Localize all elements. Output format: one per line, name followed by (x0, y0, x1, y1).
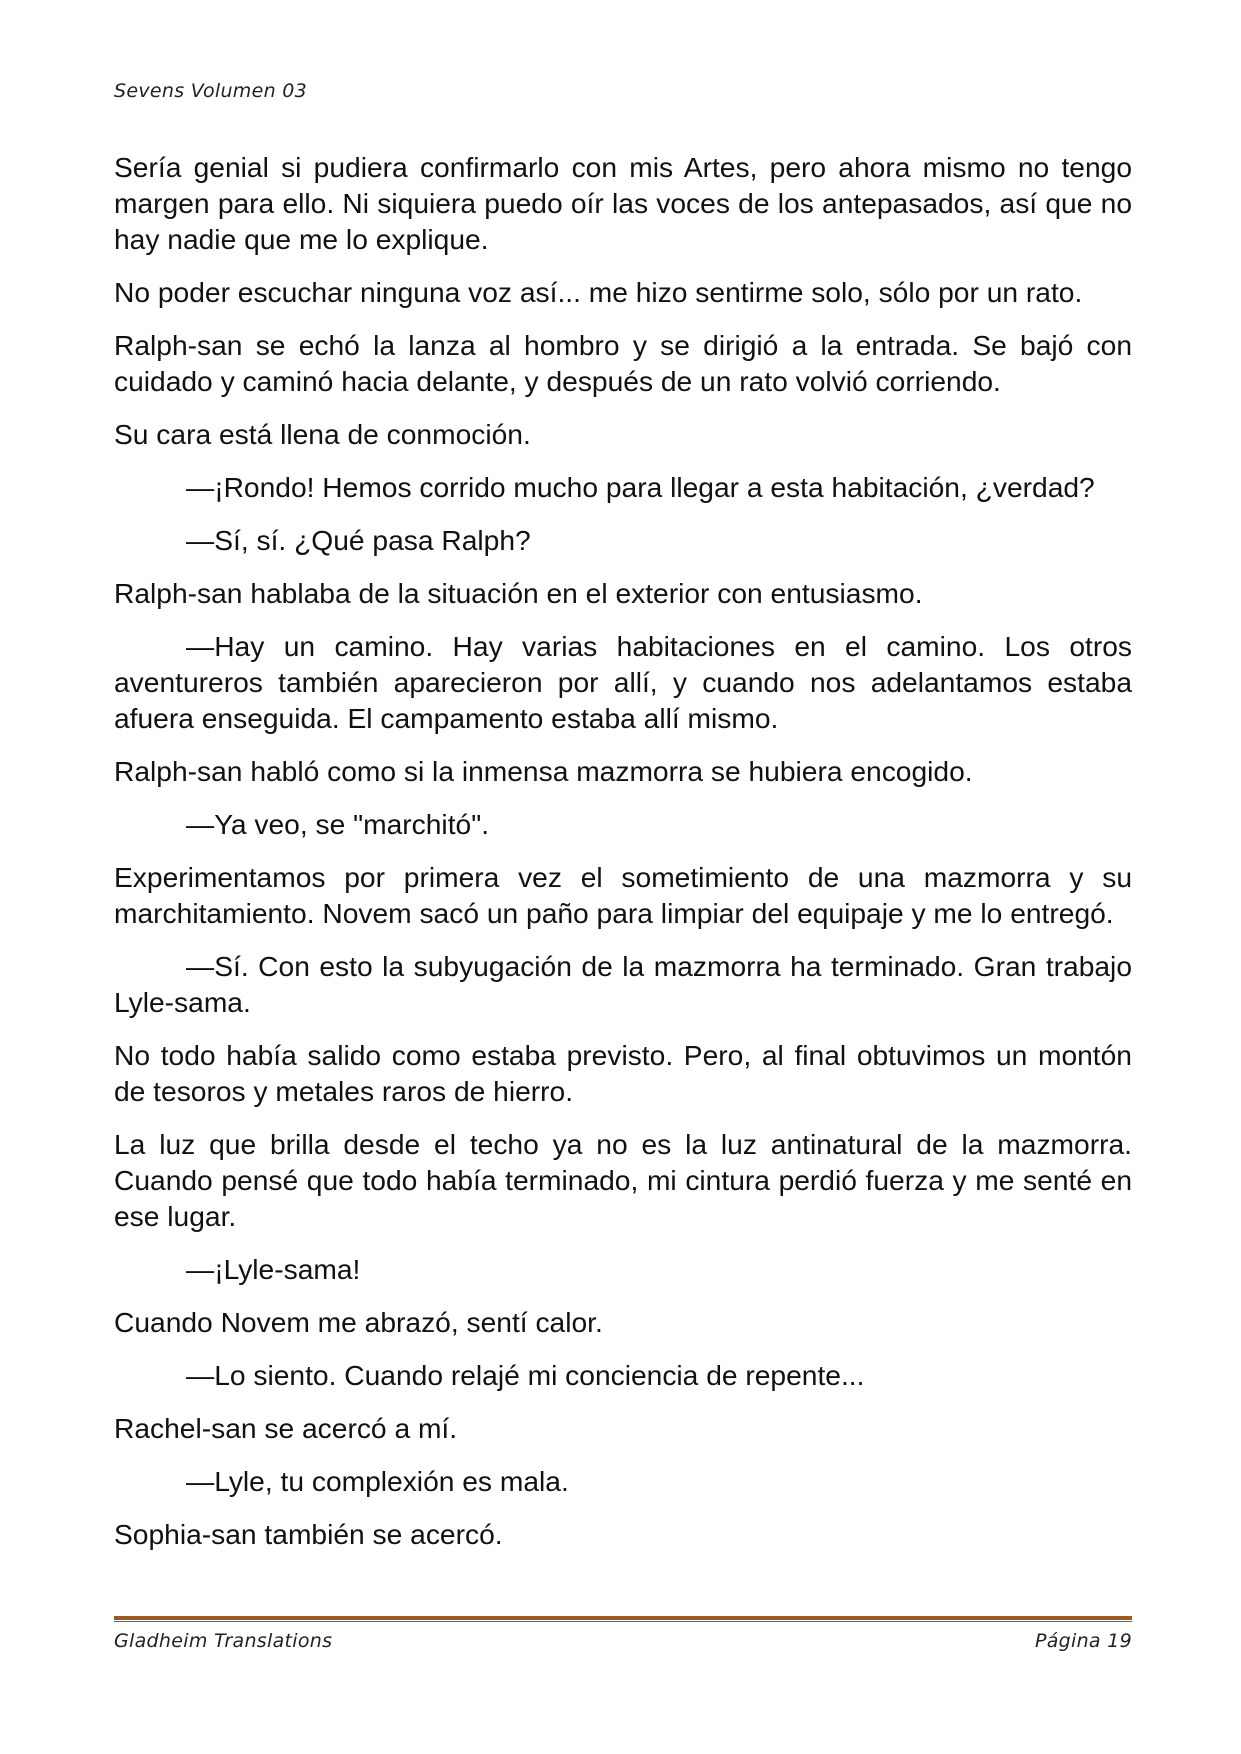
footer-credit: Gladheim Translations (114, 1630, 333, 1652)
paragraph: Cuando Novem me abrazó, sentí calor. (114, 1306, 603, 1338)
paragraph: No todo había salido como estaba previsto. Pero, al final obtuvimos un montón de tesoros y metales raros de hierro. (114, 1039, 1132, 1107)
paragraph: Sería genial si pudiera confirmarlo con mis Artes, pero ahora mismo no tengo margen para ello. Ni siquiera puedo oír las voces de los antepasados, así que no hay nadie que me lo explique. (114, 151, 1132, 255)
paragraph: No poder escuchar ninguna voz así... me hizo sentirme solo, sólo por un rato. (114, 276, 1083, 308)
dialog-line: —¡Lyle-sama! (186, 1253, 361, 1285)
paragraph: Su cara está llena de conmoción. (114, 418, 531, 450)
paragraph: Rachel-san se acercó a mí. (114, 1412, 458, 1444)
page-number: Página 19 (1034, 1630, 1132, 1652)
paragraph: Ralph-san hablaba de la situación en el exterior con entusiasmo. (114, 577, 923, 609)
dialog-line: —Lyle, tu complexión es mala. (186, 1465, 569, 1497)
paragraph: La luz que brilla desde el techo ya no es la luz antinatural de la mazmorra. Cuando pensé que todo había terminado, mi cintura perdió fuerza y me senté en ese lugar. (114, 1128, 1132, 1232)
dialog-line: —Lo siento. Cuando relajé mi conciencia de repente... (186, 1359, 865, 1391)
dialog-line: —Sí, sí. ¿Qué pasa Ralph? (186, 524, 531, 556)
footer-divider (114, 1616, 1132, 1622)
page-body (114, 149, 1132, 1569)
dialog-line: —¡Rondo! Hemos corrido mucho para llegar a esta habitación, ¿verdad? (186, 471, 1095, 503)
dialog-line: —Ya veo, se "marchitó". (186, 808, 490, 840)
dialog-line: —Hay un camino. Hay varias habitaciones en el camino. Los otros aventureros también aparecieron por allí, y cuando nos adelantamos estaba afuera enseguida. El campamento estaba allí mismo. (114, 630, 1132, 734)
paragraph: Sophia-san también se acercó. (114, 1518, 503, 1550)
paragraph: Ralph-san habló como si la inmensa mazmorra se hubiera encogido. (114, 755, 973, 787)
dialog-line: —Sí. Con esto la subyugación de la mazmorra ha terminado. Gran trabajo Lyle-sama. (114, 950, 1132, 1018)
paragraph: Experimentamos por primera vez el sometimiento de una mazmorra y su marchitamiento. Novem sacó un paño para limpiar del equipaje y me lo entregó. (114, 861, 1132, 929)
paragraph: Ralph-san se echó la lanza al hombro y se dirigió a la entrada. Se bajó con cuidado y caminó hacia delante, y después de un rato volvió corriendo. (114, 329, 1132, 397)
running-header: Sevens Volumen 03 (114, 80, 308, 102)
